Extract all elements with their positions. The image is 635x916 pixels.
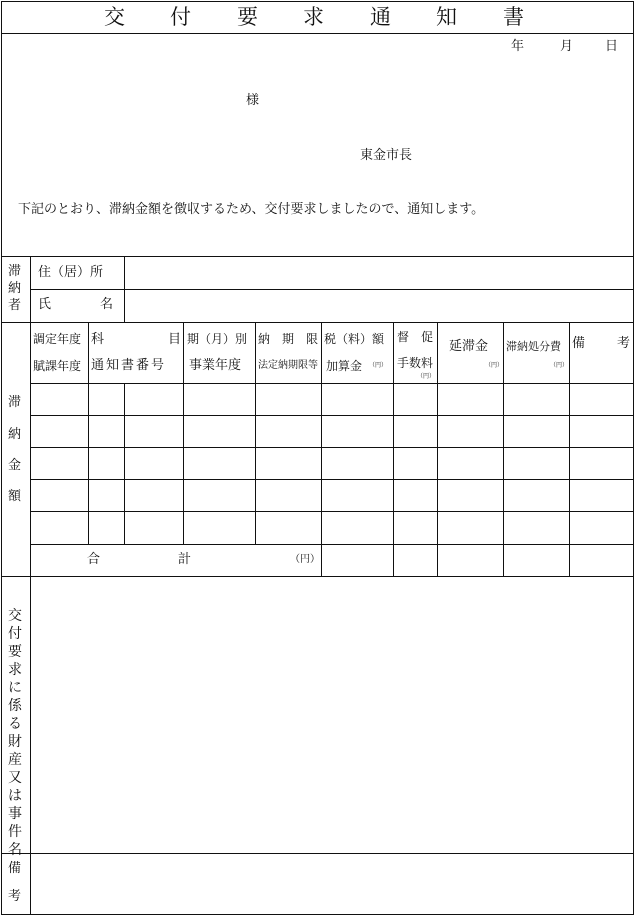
hdr-business-year: 事業年度 bbox=[189, 358, 242, 373]
name-label-2: 名 bbox=[100, 297, 114, 312]
col-divider-6 bbox=[393, 322, 394, 576]
hdr-fee-unit: （円） bbox=[417, 373, 436, 380]
row-line-3 bbox=[30, 479, 634, 480]
hdr-late-charge: 延滞金 bbox=[449, 339, 489, 354]
row-line-2 bbox=[30, 447, 634, 448]
title-char-4: 求 bbox=[303, 5, 324, 29]
title-char-3: 要 bbox=[237, 5, 258, 29]
row-line-1 bbox=[30, 415, 634, 416]
hdr-fee: 手数料 bbox=[397, 356, 434, 370]
date-year: 年 bbox=[511, 39, 525, 54]
remarks-label-2: 考 bbox=[8, 889, 22, 904]
col-divider-7 bbox=[437, 322, 438, 576]
body-text: 下記のとおり、滞納金額を徴収するため、交付要求しましたので、通知します。 bbox=[18, 202, 485, 217]
hdr-notice-number: 通知書番号 bbox=[91, 358, 167, 373]
hdr-item-b: 目 bbox=[168, 332, 182, 347]
hdr-disposition-cost: 滞納処分費 bbox=[506, 340, 561, 353]
hdr-period: 期（月）別 bbox=[187, 332, 248, 346]
addressee-suffix: 様 bbox=[246, 93, 260, 108]
hdr-reminder: 督 促 bbox=[397, 330, 434, 344]
hdr-assessment-year: 調定年度 bbox=[33, 332, 82, 346]
property-label: 交付要求に係る財産又は事件名 bbox=[8, 608, 22, 858]
remarks-label-1: 備 bbox=[8, 861, 22, 876]
name-label-1: 氏 bbox=[38, 297, 52, 312]
hdr-legal-due-date: 法定納期限等 bbox=[258, 360, 318, 371]
hdr-due-date: 納 期 限 bbox=[258, 332, 319, 346]
hdr-remarks-b: 考 bbox=[617, 336, 631, 351]
hdr-levy-year: 賦課年度 bbox=[33, 359, 82, 373]
total-label-a: 合 bbox=[87, 552, 101, 567]
property-field[interactable] bbox=[31, 577, 633, 852]
col-divider-8 bbox=[503, 322, 504, 576]
date-day: 日 bbox=[605, 39, 619, 54]
row-line-4 bbox=[30, 511, 634, 512]
col-divider-2 bbox=[124, 383, 125, 544]
amount-label-3: 金 bbox=[8, 458, 22, 473]
hdr-late-charge-unit: （円） bbox=[485, 362, 504, 369]
amount-label-1: 滞 bbox=[8, 395, 22, 410]
title-char-1: 交 bbox=[104, 5, 125, 29]
sender-name: 東金市長 bbox=[360, 148, 413, 163]
name-field[interactable] bbox=[125, 290, 633, 321]
address-field[interactable] bbox=[125, 257, 633, 288]
address-label: 住（居）所 bbox=[38, 265, 104, 280]
title-char-2: 付 bbox=[170, 5, 191, 29]
amount-label-divider bbox=[30, 322, 31, 576]
header-bottom-line bbox=[30, 383, 634, 384]
amount-top-line bbox=[1, 322, 634, 323]
hdr-additional-tax: 加算金 bbox=[326, 359, 363, 373]
hdr-tax-amount: 税（料）額 bbox=[324, 332, 385, 346]
amount-label-2: 納 bbox=[8, 427, 22, 442]
title-divider bbox=[1, 33, 634, 34]
col-divider-9 bbox=[569, 322, 570, 576]
title-char-5: 通 bbox=[370, 5, 391, 29]
taxpayer-label-1: 滞 bbox=[8, 264, 22, 279]
row-line-5 bbox=[30, 544, 634, 545]
title-char-6: 知 bbox=[436, 5, 457, 29]
date-month: 月 bbox=[560, 39, 574, 54]
hdr-disposition-unit: （円） bbox=[550, 362, 569, 369]
col-divider-5 bbox=[321, 322, 322, 576]
remarks-field[interactable] bbox=[31, 854, 633, 912]
hdr-tax-unit: （円） bbox=[369, 362, 388, 369]
hdr-remarks-a: 備 bbox=[572, 336, 586, 351]
total-label-b: 計 bbox=[178, 552, 192, 567]
title-char-7: 書 bbox=[503, 5, 524, 29]
taxpayer-label-2: 納 bbox=[8, 281, 22, 296]
taxpayer-label-divider bbox=[30, 256, 31, 322]
taxpayer-label-3: 者 bbox=[8, 298, 22, 313]
hdr-item-a: 科 bbox=[91, 332, 105, 347]
amount-label-4: 額 bbox=[8, 489, 22, 504]
total-unit: （円） bbox=[290, 554, 320, 565]
